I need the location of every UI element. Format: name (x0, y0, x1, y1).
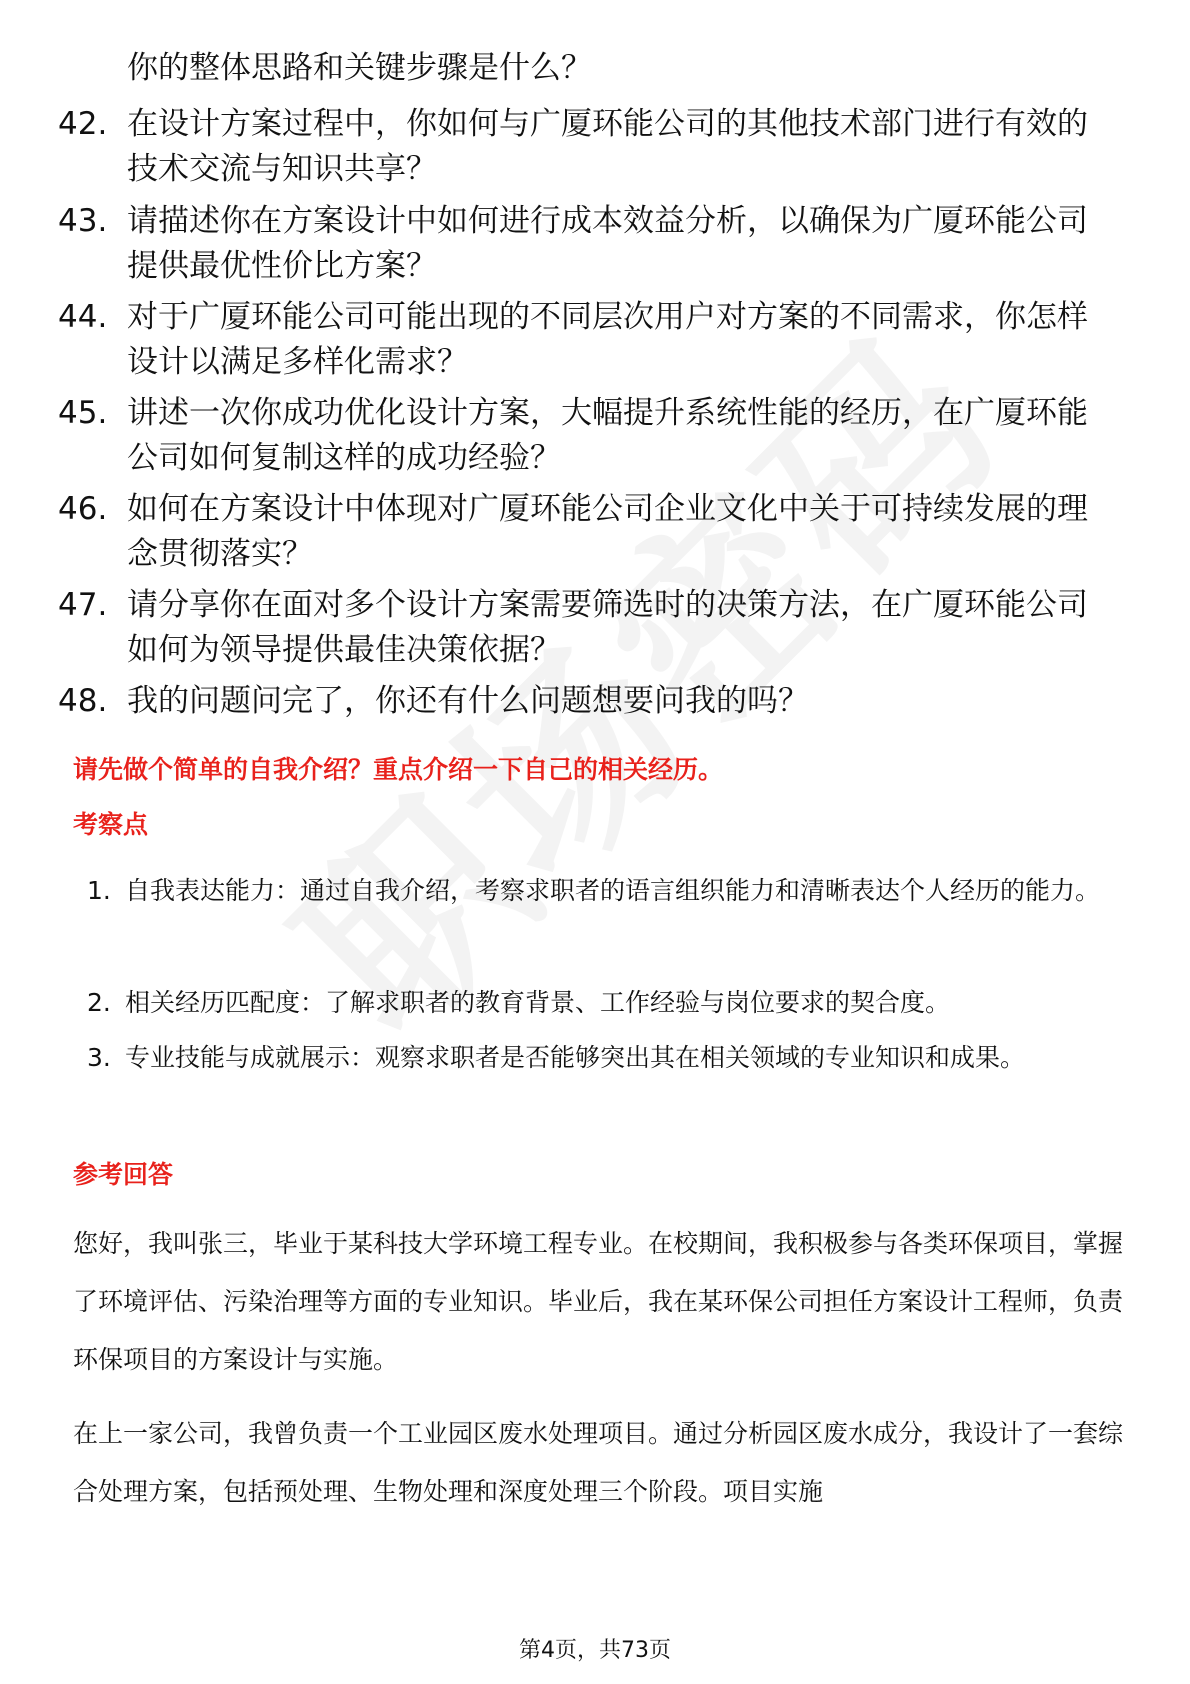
question-text: 在设计方案过程中，你如何与广厦环能公司的其他技术部门进行有效的技术交流与知识共享？ (127, 106, 1088, 187)
answer-heading: 参考回答 (73, 1160, 174, 1189)
page-footer: 第4页，共73页 (519, 1638, 671, 1663)
question-number: 46. (58, 491, 108, 527)
section-title: 请先做个简单的自我介绍？重点介绍一下自己的相关经历。 (73, 755, 724, 784)
question-text: 讲述一次你成功优化设计方案，大幅提升系统性能的经历，在广厦环能公司如何复制这样的成功经验？ (127, 395, 1088, 476)
question-number: 48. (58, 683, 108, 719)
question-number: 43. (58, 203, 108, 239)
list-text: 专业技能与成就展示：观察求职者是否能够突出其在相关领域的专业知识和成果。 (125, 1043, 1026, 1072)
question-number: 42. (58, 106, 108, 142)
list-number: 1. (87, 876, 111, 905)
question-text: 我的问题问完了，你还有什么问题想要问我的吗？ (127, 683, 809, 719)
list-text: 相关经历匹配度：了解求职者的教育背景、工作经验与岗位要求的契合度。 (125, 988, 951, 1017)
answer-paragraph: 在上一家公司，我曾负责一个工业园区废水处理项目。通过分析园区废水成分，我设计了一套综合处理方案，包括预处理、生物处理和深度处理三个阶段。项目实施 (73, 1419, 1124, 1506)
question-number: 47. (58, 587, 108, 623)
question-text: 如何在方案设计中体现对广厦环能公司企业文化中关于可持续发展的理念贯彻落实？ (127, 491, 1088, 572)
list-number: 2. (87, 988, 111, 1017)
question-number: 45. (58, 395, 108, 431)
question-number: 44. (58, 299, 108, 335)
kaocha-heading: 考察点 (73, 810, 149, 839)
question-text: 你的整体思路和关键步骤是什么？ (127, 50, 592, 86)
answer-paragraph: 您好，我叫张三，毕业于某科技大学环境工程专业。在校期间，我积极参与各类环保项目，掌握了环境评估、污染治理等方面的专业知识。毕业后，我在某环保公司担任方案设计工程师，负责环保项目的方案设计与实施。 (73, 1229, 1124, 1374)
list-text: 自我表达能力：通过自我介绍，考察求职者的语言组织能力和清晰表达个人经历的能力。 (125, 876, 1101, 905)
question-text: 请分享你在面对多个设计方案需要筛选时的决策方法，在广厦环能公司如何为领导提供最佳决策依据？ (127, 587, 1088, 668)
list-number: 3. (87, 1043, 111, 1072)
question-text: 对于广厦环能公司可能出现的不同层次用户对方案的不同需求，你怎样设计以满足多样化需求？ (127, 299, 1088, 380)
question-text: 请描述你在方案设计中如何进行成本效益分析，以确保为广厦环能公司提供最优性价比方案？ (127, 203, 1088, 284)
